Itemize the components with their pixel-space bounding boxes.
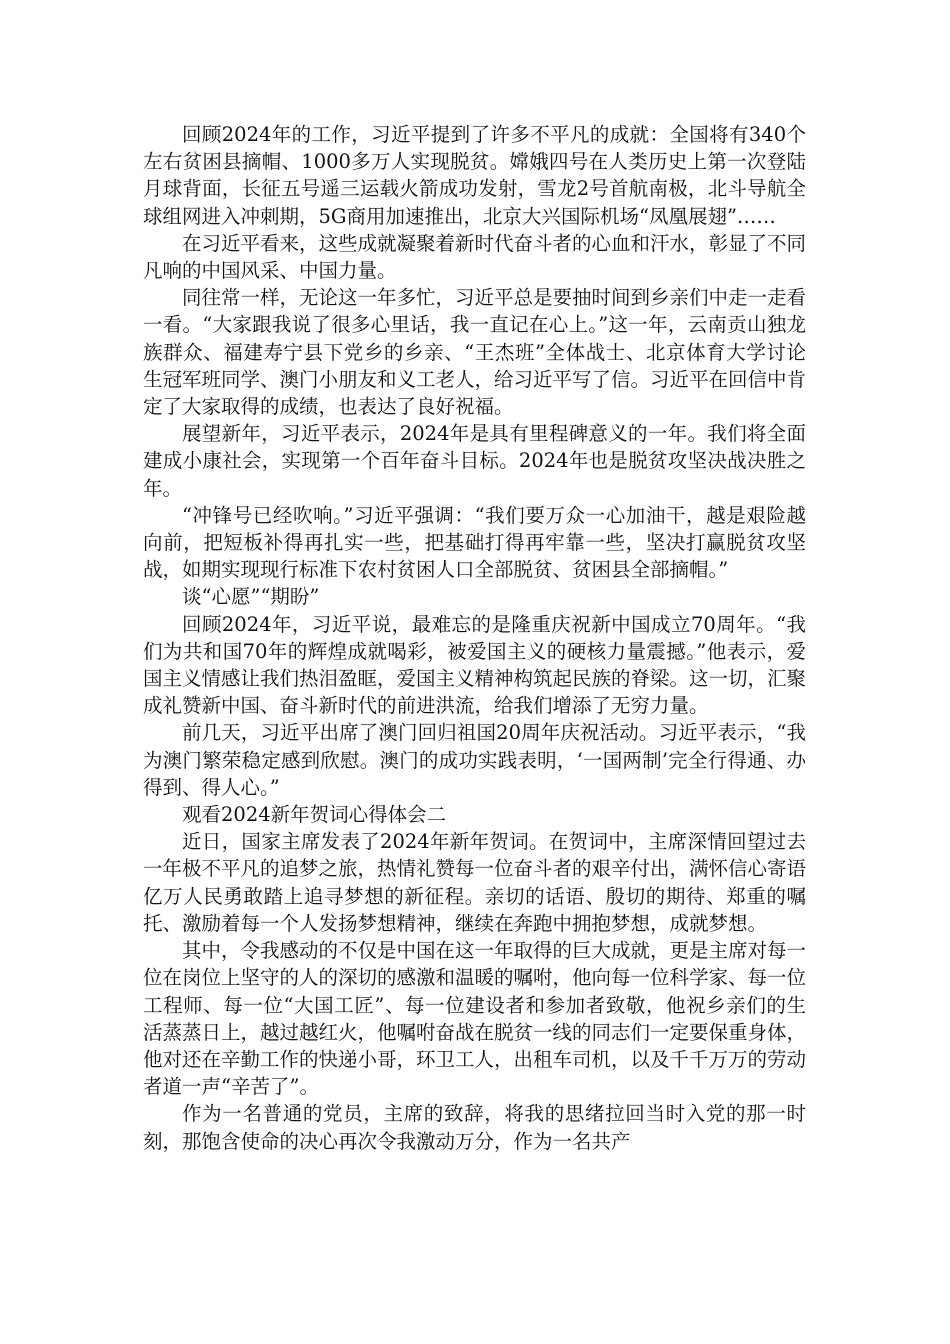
paragraph: 回顾2024年的工作，习近平提到了许多不平凡的成就：全国将有340个左右贫困县摘帽、1000多万人实现脱贫。嫦娥四号在人类历史上第一次登陆月球背面，长征五号遥三运载火箭成功发射，雪龙2号首航南极，北斗导航全球组网进入冲刺期，5G商用加速推出，北京大兴国际机场“凤凰展翅”…… xyxy=(143,123,806,228)
paragraph: 作为一名普通的党员，主席的致辞，将我的思绪拉回当时入党的那一时刻，那饱含使命的决心再次令我激动万分，作为一名共产 xyxy=(143,1102,806,1153)
paragraph: 展望新年，习近平表示，2024年是具有里程碑意义的一年。我们将全面建成小康社会，实现第一个百年奋斗目标。2024年也是脱贫攻坚决战决胜之年。 xyxy=(143,422,806,500)
paragraph: 在习近平看来，这些成就凝聚着新时代奋斗者的心血和汗水，彰显了不同凡响的中国风采、中国力量。 xyxy=(143,231,807,283)
paragraph: 前几天，习近平出席了澳门回归祖国20周年庆祝活动。习近平表示，“我为澳门繁荣稳定感到欣慰。澳门的成功实践表明，‘一国两制’完全行得通、办得到、得人心。” xyxy=(143,721,806,799)
paragraph: 近日，国家主席发表了2024年新年贺词。在贺词中，主席深情回望过去一年极不平凡的追梦之旅，热情礼赞每一位奋斗者的艰辛付出，满怀信心寄语亿万人民勇敢踏上追寻梦想的新征程。亲切的话语、殷切的期待、郑重的嘱托、激励着每一个人发扬梦想精神，继续在奔跑中拥抱梦想，成就梦想。 xyxy=(143,830,807,935)
document-body xyxy=(143,121,806,1155)
paragraph: 回顾2024年，习近平说，最难忘的是隆重庆祝新中国成立70周年。“我们为共和国70年的辉煌成就喝彩，被爱国主义的硬核力量震撼。”他表示，爱国主义情感让我们热泪盈眶，爱国主义精神构筑起民族的脊梁。这一切，汇聚成礼赞新中国、奋斗新时代的前进洪流，给我们增添了无穷力量。 xyxy=(143,612,807,718)
section-heading: 观看2024新年贺词心得体会二 xyxy=(182,803,447,827)
section-heading: 谈“心愿”“期盼” xyxy=(182,585,320,609)
paragraph: 其中，令我感动的不仅是中国在这一年取得的巨大成就，更是主席对每一位在岗位上坚守的人的深切的感激和温暖的嘱咐，他向每一位科学家、每一位工程师、每一位“大国工匠”、每一位建设者和参加者致敬，他祝乡亲们的生活蒸蒸日上，越过越红火，他嘱咐奋战在脱贫一线的同志们一定要保重身体，他对还在辛勤工作的快递小哥，环卫工人，出租车司机，以及千千万万的劳动者道一声“辛苦了”。 xyxy=(143,939,807,1099)
paragraph: 同往常一样，无论这一年多忙，习近平总是要抽时间到乡亲们中走一走看一看。“大家跟我说了很多心里话，我一直记在心上。”这一年，云南贡山独龙族群众、福建寿宁县下党乡的乡亲、“王杰班”全体战士、北京体育大学讨论生冠军班同学、澳门小朋友和义工老人，给习近平写了信。习近平在回信中肯定了大家取得的成绩，也表达了良好祝福。 xyxy=(143,286,807,419)
paragraph: “冲锋号已经吹响。”习近平强调：“我们要万众一心加油干，越是艰险越向前，把短板补得再扎实一些，把基础打得再牢靠一些，坚决打赢脱贫攻坚战，如期实现现行标准下农村贫困人口全部脱贫、贫困县全部摘帽。” xyxy=(143,503,806,582)
